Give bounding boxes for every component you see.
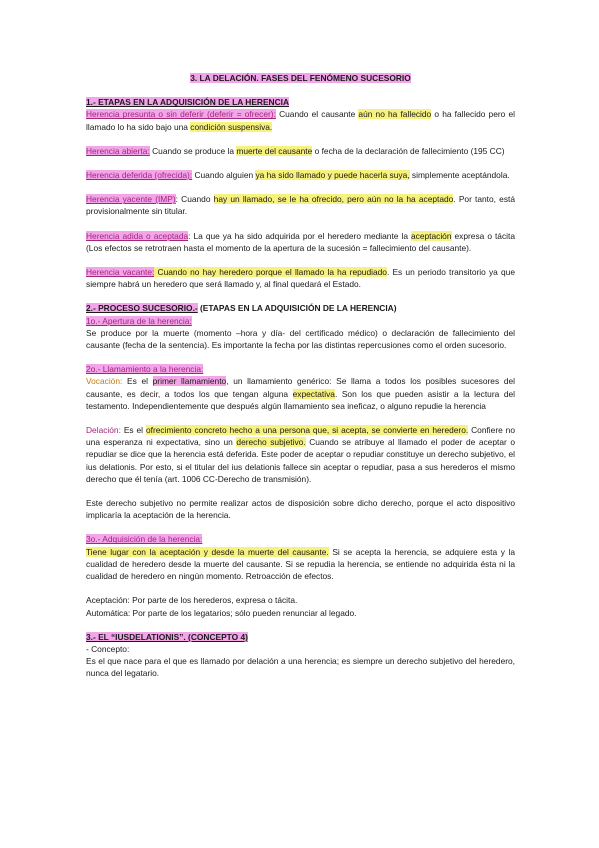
adquisicion-heading: 3o.- Adquisición de la herencia:	[86, 534, 203, 545]
herencia-deferida-paragraph: Herencia deferida (ofrecida): Cuando alguien ya ha sido llamado y puede hacerla suya, simplemente aceptándola.	[86, 170, 510, 181]
herencia-yacente-paragraph: Herencia yacente (IMP): Cuando hay un llamado, se le ha ofrecido, pero aún no la ha aceptado. Por tanto, está provisionalmente sin titular.	[86, 194, 515, 217]
section-3-heading: 3.- EL “IUSDELATIONIS”. (CONCEPTO 4)	[86, 631, 248, 642]
herencia-vacante-paragraph: Herencia vacante: Cuando no hay heredero porque el llamado la ha repudiado. Es un periodo transitorio ya que siempre habrá un heredero que será llamado y, al final quedará el Estado.	[86, 267, 515, 290]
section-2-heading: 2.- PROCESO SUCESORIO.- (ETAPAS EN LA ADQUISICIÓN DE LA HERENCIA)	[86, 303, 397, 314]
section-1	[86, 96, 515, 290]
adquisicion-paragraph: Tiene lugar con la aceptación y desde la muerte del causante. Si se acepta la herencia, se adquiere esta y la cualidad de heredero desde la muerte del causante. Si se repudia la herencia, se entiende no adquirida ésta ni la cualidad de heredero en ningún momento. Retroacción de efectos.	[86, 546, 515, 582]
document-title: 3. LA DELACIÓN. FASES DEL FENÓMENO SUCESORIO	[190, 73, 411, 83]
section-2	[86, 302, 515, 618]
section-3	[86, 631, 515, 680]
concepto-paragraph: Es el que nace para el que es llamado por delación a una herencia; es siempre un derecho subjetivo del heredero, nunca del legatario.	[86, 656, 515, 679]
delacion-paragraph: Delación: Es el ofrecimiento concreto hecho a una persona que, si acepta, se convierte en heredero. Confiere no una esperanza ni expectativa, sino un derecho subjetivo. Cuando se atribuye al llamado el poder de aceptar o repudiar se dice que la herencia está deferida. Este poder de aceptar o repudiar constituye un derecho subjetivo, el ius delationis. Por esto, si el titular del ius delationis fallece sin aceptar o repudiar, pasa a sus herederos el mismo derecho que él tenía (art. 1006 CC-Derecho de transmisión).	[86, 425, 516, 484]
herencia-adida-paragraph: Herencia adida o aceptada: La que ya ha sido adquirida por el heredero mediante la aceptación expresa o tácita (Los efectos se retrotraen hasta el momento de la apertura de la sucesión = fallecimiento del causante).	[86, 230, 515, 253]
llamamiento-heading: 2o.- Llamamiento a la herencia:	[86, 364, 204, 375]
aceptacion-line: Aceptación: Por parte de los herederos, expresa o tácita.	[86, 595, 298, 606]
herencia-abierta-paragraph: Herencia abierta: Cuando se produce la muerte del causante o fecha de la declaración de fallecimiento (195 CC)	[86, 145, 505, 156]
concepto-label: - Concepto:	[86, 643, 130, 654]
vocacion-paragraph: Vocación: Es el primer llamamiento, un llamamiento genérico: Se llama a todos los posibles sucesores del causante, es decir, a todos los que tengan alguna expectativa. Son los que pueden asistir a la lectura del testamento. Independientemente que después algún llamamiento sea ineficaz, o alguno repudie la herencia	[86, 376, 515, 411]
derecho-subjetivo-paragraph: Este derecho subjetivo no permite realizar actos de disposición sobre dicho derecho, porque el acto dispositivo implicaría la aceptación de la herencia.	[86, 498, 515, 521]
herencia-presunta-paragraph: Herencia presunta o sin deferir (deferir = ofrecer): Cuando el causante aún no ha fallecido o ha fallecido pero el llamado lo ha sido bajo una condición suspensiva.	[86, 109, 515, 132]
automatica-line: Automática: Por parte de los legatarios; sólo pueden renunciar al legado.	[86, 607, 357, 618]
apertura-paragraph: Se produce por la muerte (momento –hora y día- del certificado médico) o declaración de fallecimiento del causante (fecha de la sentencia). Es importante la fecha por las distintas repercusiones como el orden sucesorio.	[86, 327, 515, 351]
section-1-heading: 1.- ETAPAS EN LA ADQUISICIÓN DE LA HERENCIA	[86, 97, 290, 108]
apertura-heading: 1o.- Apertura de la herencia:	[86, 315, 192, 326]
